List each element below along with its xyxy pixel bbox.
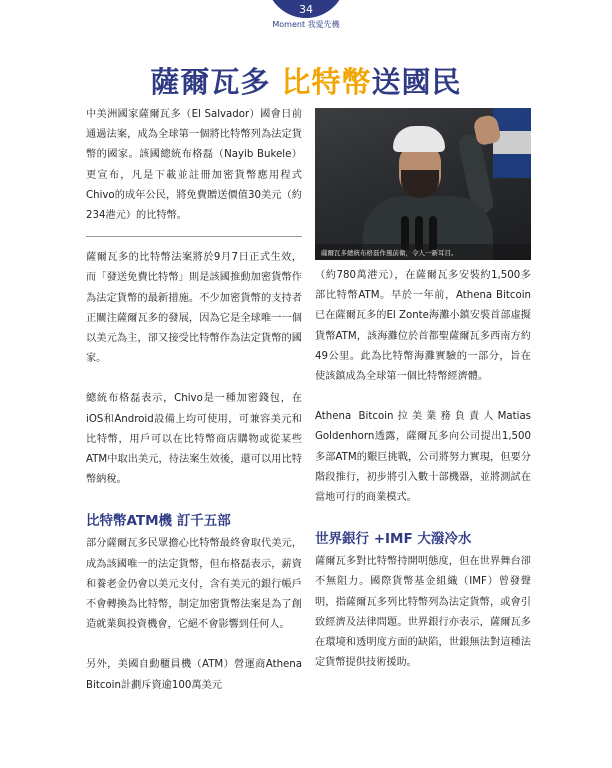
divider xyxy=(86,226,302,248)
paragraph-atm-install: （約780萬港元），在薩爾瓦多安裝約1,500多部比特幣ATM。早於一年前，Athena Bitcoin已在薩爾瓦多的El Zonte海灘小鎮安裝首部虛擬貨幣ATM，該海灘位於首都聖薩爾瓦多西南方約49公里。此為比特幣海灘實驗的一部分，旨在使該鎮成為全球第一個比特幣經濟體。 xyxy=(315,270,531,383)
subhead-atm: 比特幣ATM機 訂千五部 xyxy=(86,513,231,530)
president-photo xyxy=(315,108,531,260)
paragraph-chivo: 總統布格磊表示，Chivo是一種加密錢包，在iOS和Android設備上均可使用，可兼容美元和比特幣，用戶可以在比特幣商店購物或從某些ATM中取出美元，待法案生效後，還可以用比特幣納稅。 xyxy=(86,393,302,486)
page-number: 34 xyxy=(299,3,313,16)
photo-caption: 薩爾瓦多總統布格磊作風前衛，令人一新耳目。 xyxy=(321,249,458,257)
subhead-worldbank: 世界銀行 +IMF 大潑冷水 xyxy=(315,531,472,548)
headline-part-a: 薩爾瓦多 xyxy=(150,65,282,99)
paragraph-law: 薩爾瓦多的比特幣法案將於9月7日正式生效，而「發送免費比特幣」則是該國推動加密貨幣作為法定貨幣的最新措施。不少加密貨幣的支持者正關注薩爾瓦多的發展，因為它是全球唯一一個以美元為主，卻又接受比特幣作為法定貨幣的國家。 xyxy=(86,252,302,365)
cap xyxy=(393,126,445,152)
left-column xyxy=(86,105,302,696)
paragraph-athena: 另外，美國自動櫃員機（ATM）營運商Athena Bitcoin計劃斥資逾100萬美元 xyxy=(86,659,302,691)
paragraph-intro: 中美洲國家薩爾瓦多（El Salvador）國會日前通過法案，成為全球第一個將比特幣列為法定貨幣的國家。該國總統布格磊（Nayib Bukele）更宣布，凡是下載並註冊加密貨幣應用程式Chivo的成年公民，將免費贈送價值30美元（約234港元）的比特幣。 xyxy=(86,109,302,222)
section-label: Moment 我愛先機 xyxy=(272,20,340,29)
headline-part-c: 送國民 xyxy=(371,65,462,99)
paragraph-imf: 薩爾瓦多對比特幣持開明態度，但在世界舞台卻不無阻力。國際貨幣基金組織（IMF）曾發聲明，指薩爾瓦多列比特幣列為法定貨幣，或會引致經濟及法律問題。世界銀行亦表示，薩爾瓦多在環境和透明度方面的缺陷，世銀無法對這種法定貨幣提供技術援助。 xyxy=(315,556,531,669)
paragraph-concerns: 部分薩爾瓦多民眾擔心比特幣最終會取代美元，成為該國唯一的法定貨幣，但布格磊表示，薪資和養老金仍會以美元支付，含有美元的銀行帳戶不會轉換為比特幣，制定加密貨幣法案是為了創造就業與投資機會，它絕不會影響到任何人。 xyxy=(86,538,302,631)
paragraph-goldenhorn: Athena Bitcoin拉美業務負責人Matias Goldenhorn透露，薩爾瓦多向公司提出1,500多部ATM的艱巨挑戰，公司將努力實現，但要分階段推行，初步將引入數十部機器，並將測試在當地可行的商業模式。 xyxy=(315,411,531,504)
flag-graphic xyxy=(493,108,531,178)
article-headline xyxy=(0,60,612,101)
headline-part-b: 比特幣 xyxy=(281,65,372,99)
right-column xyxy=(315,266,531,673)
